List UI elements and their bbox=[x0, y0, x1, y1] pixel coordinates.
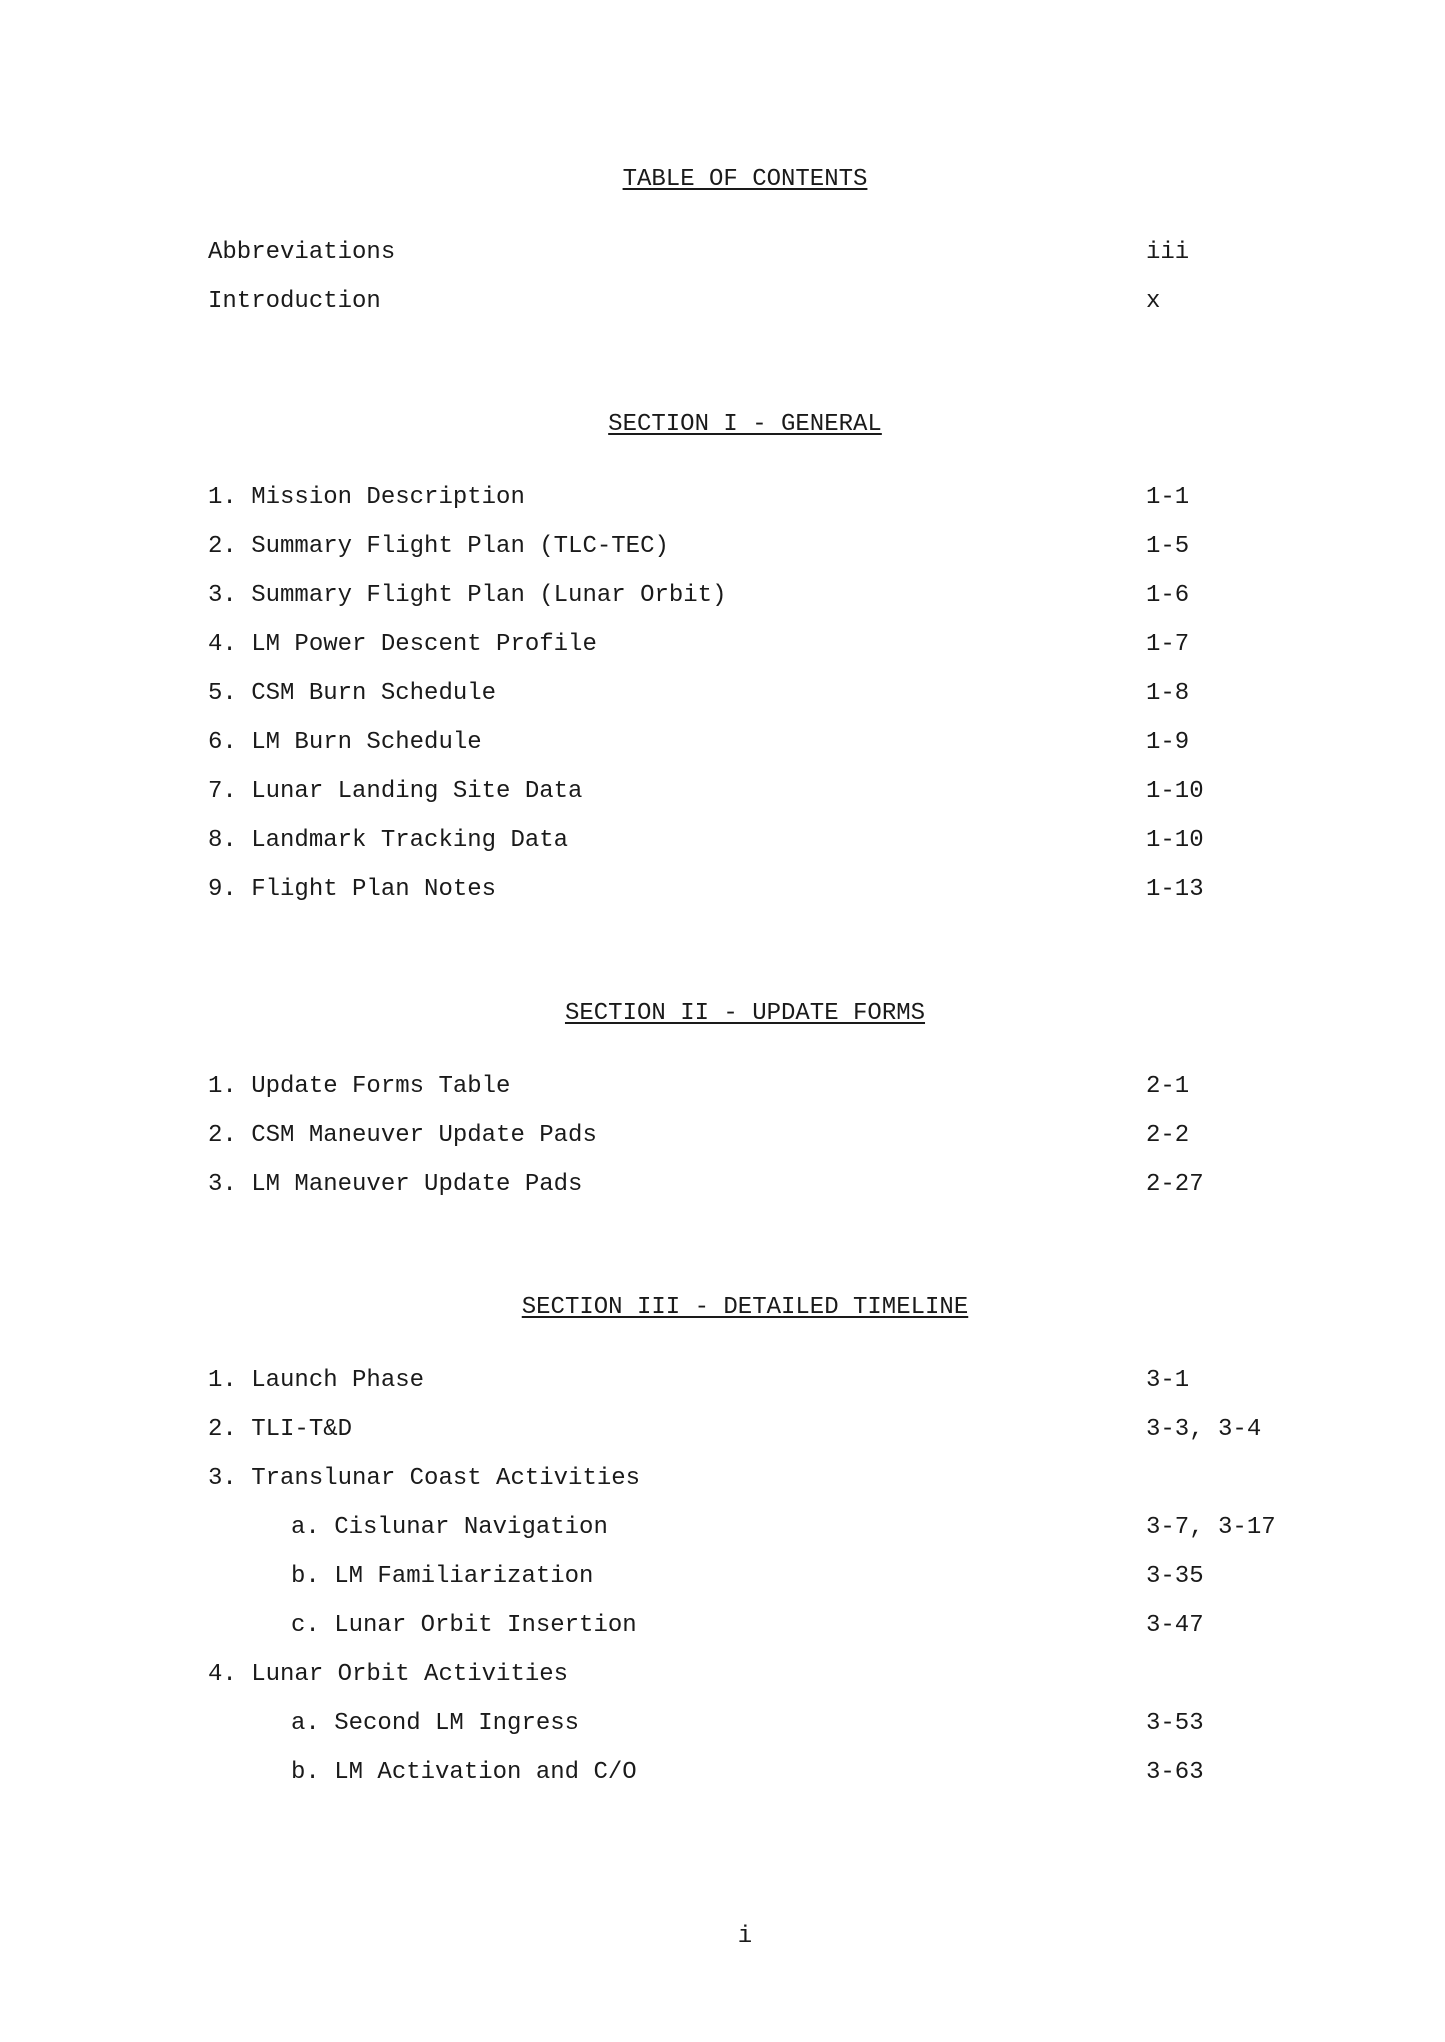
toc-entry-label: 4. LM Power Descent Profile bbox=[208, 631, 597, 658]
toc-entry-label: a. Cislunar Navigation bbox=[291, 1514, 608, 1541]
toc-entry-label: 2. TLI-T&D bbox=[208, 1416, 353, 1443]
toc-subentry bbox=[208, 1562, 1308, 1592]
toc-entry-label: 9. Flight Plan Notes bbox=[208, 876, 497, 903]
toc-entry bbox=[208, 532, 1308, 562]
toc-entry-page: 3-53 bbox=[1146, 1710, 1204, 1737]
toc-entry bbox=[208, 679, 1308, 709]
toc-entry-label: 1. Update Forms Table bbox=[208, 1073, 511, 1100]
section-heading: SECTION I - GENERAL bbox=[608, 411, 882, 438]
toc-entry-label: 1. Launch Phase bbox=[208, 1367, 425, 1394]
toc-entry-page: 3-47 bbox=[1146, 1612, 1204, 1639]
toc-entry-page: 2-1 bbox=[1146, 1073, 1190, 1100]
toc-entry-label: b. LM Activation and C/O bbox=[291, 1759, 637, 1786]
toc-entry bbox=[208, 630, 1308, 660]
toc-entry bbox=[208, 581, 1308, 611]
toc-entry-label: 4. Lunar Orbit Activities bbox=[208, 1661, 569, 1688]
toc-entry bbox=[208, 1660, 1308, 1690]
toc-entry-page: 1-10 bbox=[1146, 827, 1204, 854]
toc-entry bbox=[208, 728, 1308, 758]
toc-entry-page: 3-1 bbox=[1146, 1367, 1190, 1394]
toc-entry bbox=[208, 1170, 1308, 1200]
toc-subentry bbox=[208, 1611, 1308, 1641]
toc-entry bbox=[208, 826, 1308, 856]
toc-entry-label: 7. Lunar Landing Site Data bbox=[208, 778, 583, 805]
toc-entry-page: 3-3, 3-4 bbox=[1146, 1416, 1262, 1443]
toc-entry bbox=[208, 1072, 1308, 1102]
toc-entry-label: 1. Mission Description bbox=[208, 484, 525, 511]
section-heading: SECTION II - UPDATE FORMS bbox=[564, 1000, 926, 1027]
toc-entry bbox=[208, 1464, 1308, 1494]
toc-entry-page: iii bbox=[1146, 239, 1190, 266]
toc-entry-page: x bbox=[1146, 288, 1161, 315]
toc-entry-label: 5. CSM Burn Schedule bbox=[208, 680, 497, 707]
toc-entry-label: c. Lunar Orbit Insertion bbox=[291, 1612, 637, 1639]
toc-entry-page: 1-9 bbox=[1146, 729, 1190, 756]
toc-entry-page: 3-7, 3-17 bbox=[1146, 1514, 1276, 1541]
toc-subentry bbox=[208, 1709, 1308, 1739]
toc-entry-label: b. LM Familiarization bbox=[291, 1563, 594, 1590]
toc-entry-label: 3. LM Maneuver Update Pads bbox=[208, 1171, 583, 1198]
toc-entry-label: a. Second LM Ingress bbox=[291, 1710, 580, 1737]
toc-entry-page: 1-13 bbox=[1146, 876, 1204, 903]
toc-entry-label: Introduction bbox=[208, 288, 381, 315]
toc-entry-label: 2. CSM Maneuver Update Pads bbox=[208, 1122, 597, 1149]
toc-entry-label: 3. Summary Flight Plan (Lunar Orbit) bbox=[208, 582, 727, 609]
toc-subentry bbox=[208, 1758, 1308, 1788]
toc-entry-page: 1-10 bbox=[1146, 778, 1204, 805]
toc-entry-page: 1-5 bbox=[1146, 533, 1190, 560]
section-heading: SECTION III - DETAILED TIMELINE bbox=[521, 1294, 969, 1321]
toc-entry bbox=[208, 1366, 1308, 1396]
toc-entry-page: 1-7 bbox=[1146, 631, 1190, 658]
toc-entry-page: 1-6 bbox=[1146, 582, 1190, 609]
page-title: TABLE OF CONTENTS bbox=[622, 166, 868, 193]
toc-entry-page: 1-8 bbox=[1146, 680, 1190, 707]
toc-subentry bbox=[208, 1513, 1308, 1543]
toc-entry bbox=[208, 483, 1308, 513]
toc-entry-label: 6. LM Burn Schedule bbox=[208, 729, 482, 756]
toc-entry-label: 3. Translunar Coast Activities bbox=[208, 1465, 641, 1492]
toc-entry bbox=[208, 777, 1308, 807]
toc-entry-page: 3-35 bbox=[1146, 1563, 1204, 1590]
toc-entry-label: Abbreviations bbox=[208, 239, 396, 266]
toc-entry-page: 2-2 bbox=[1146, 1122, 1190, 1149]
toc-entry bbox=[208, 875, 1308, 905]
toc-entry-page: 3-63 bbox=[1146, 1759, 1204, 1786]
toc-entry bbox=[208, 287, 1308, 317]
toc-entry-page: 2-27 bbox=[1146, 1171, 1204, 1198]
toc-entry bbox=[208, 1415, 1308, 1445]
toc-entry-label: 2. Summary Flight Plan (TLC-TEC) bbox=[208, 533, 669, 560]
toc-entry bbox=[208, 238, 1308, 268]
page-number: i bbox=[737, 1923, 753, 1950]
toc-entry bbox=[208, 1121, 1308, 1151]
toc-entry-label: 8. Landmark Tracking Data bbox=[208, 827, 569, 854]
toc-entry-page: 1-1 bbox=[1146, 484, 1190, 511]
